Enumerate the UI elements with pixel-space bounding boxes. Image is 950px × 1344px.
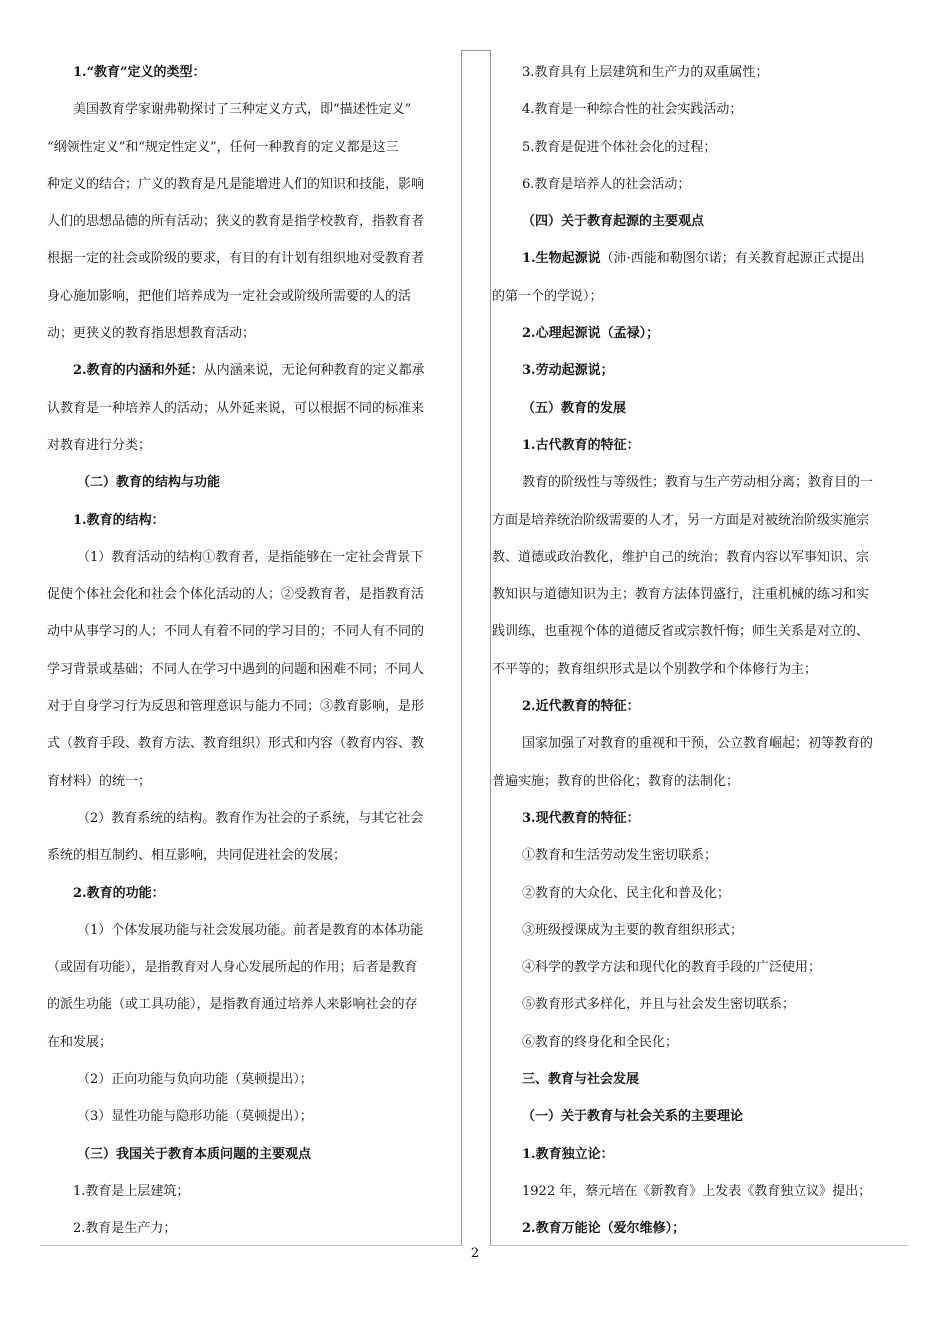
left-text-line: 系统的相互制约、相互影响，共同促进社会的发展；	[47, 848, 347, 864]
right-text-line: 2.心理起源说（孟禄）；	[522, 326, 660, 342]
left-text-line: 美国教育学家谢弗勒探讨了三种定义方式，即“描述性定义”	[73, 102, 412, 118]
top-rule	[461, 50, 491, 51]
right-column	[492, 54, 910, 1248]
right-text-line: 1922 年，蔡元培在《新教育》上发表《教育独立议》提出；	[522, 1183, 872, 1199]
right-text-line: ④科学的教学方法和现代化的教育手段的广泛使用；	[522, 960, 822, 976]
right-text-line: 普遍实施；教育的世俗化；教育的法制化；	[492, 773, 740, 789]
left-column	[47, 54, 462, 1248]
left-text-line: 在和发展；	[47, 1034, 113, 1050]
left-text-line: 根据一定的社会或阶级的要求，有目的有计划有组织地对受教育者	[47, 251, 425, 267]
page-number: 2	[470, 1246, 480, 1261]
left-text-line: 对教育进行分类；	[47, 437, 152, 453]
right-text-line: ②教育的大众化、民主化和普及化；	[522, 885, 731, 901]
right-text-line	[492, 240, 910, 277]
left-text-line: 对于自身学习行为反思和管理意识与能力不同；③教育影响，是形	[47, 699, 425, 715]
right-text-line: ⑤教育形式多样化，并且与社会发生密切联系；	[522, 997, 796, 1013]
left-text-line: （2）正向功能与负向功能（莫顿提出）；	[77, 1072, 313, 1088]
right-text-line: 2.教育万能论（爱尔维修）；	[522, 1221, 686, 1237]
right-text-line: 1.教育独立论：	[522, 1146, 614, 1162]
left-text-line: 2.教育是生产力；	[73, 1221, 177, 1237]
left-text-line	[47, 352, 462, 389]
left-text-line: （或固有功能），是指教育对人身心发展所起的作用；后者是教育	[47, 960, 418, 976]
right-text-line: （一）关于教育与社会关系的主要理论	[522, 1109, 744, 1125]
left-text-line: 认教育是一种培养人的活动；从外延来说，可以根据不同的标准来	[47, 400, 425, 416]
right-text-line: 5.教育是促进个体社会化的过程；	[522, 139, 717, 155]
right-text-line: 方面是培养统治阶级需要的人才，另一方面是对被统治阶级实施宗	[492, 512, 870, 528]
bold-lead: 1.生物起源说	[522, 251, 601, 267]
line-rest: 从内涵来说，无论何种教育的定义都承	[203, 363, 425, 379]
right-text-line: 国家加强了对教育的重视和干预，公立教育崛起；初等教育的	[522, 736, 874, 752]
left-text-line: （1）教育活动的结构①教育者，是指能够在一定社会背景下	[77, 549, 424, 565]
left-text-line: 1.教育的结构：	[73, 512, 165, 528]
right-text-line: 2.近代教育的特征：	[522, 699, 640, 715]
right-text-line: ⑥教育的终身化和全民化；	[522, 1034, 679, 1050]
right-text-line: 4.教育是一种综合性的社会实践活动；	[522, 102, 743, 118]
left-text-line: 人们的思想品德的所有活动；狭义的教育是指学校教育，指教育者	[47, 214, 425, 230]
right-text-line: 教知识与道德知识为主；教育方法体罚盛行，注重机械的练习和实	[492, 587, 870, 603]
left-text-line: （二）教育的结构与功能	[77, 475, 221, 491]
right-text-line: ①教育和生活劳动发生密切联系；	[522, 848, 718, 864]
left-text-line: 促使个体社会化和社会个体化活动的人；②受教育者，是指教育活	[47, 587, 425, 603]
left-text-line: 动；更狭义的教育指思想教育活动；	[47, 326, 256, 342]
left-text-line: 1.“教育”定义的类型：	[73, 65, 206, 80]
left-text-line: 2.教育的功能：	[73, 885, 165, 901]
line-rest: （沛·西能和勒图尔诺；有关教育起源正式提出	[600, 251, 865, 267]
right-text-line: 1.古代教育的特征：	[522, 437, 640, 453]
left-text-line: （3）显性功能与隐形功能（莫顿提出）；	[77, 1109, 313, 1125]
right-text-line: 践训练，也重视个体的道德反省或宗教忏悔；师生关系是对立的、	[492, 624, 870, 640]
right-text-line: 3.劳动起源说；	[522, 363, 614, 379]
right-text-line: 教育的阶级性与等级性；教育与生产劳动相分离；教育目的一	[522, 475, 874, 491]
right-text-line: 3.教育具有上层建筑和生产力的双重属性；	[522, 65, 769, 80]
left-text-line: “纲领性定义”和“规定性定义”，任何一种教育的定义都是这三	[47, 139, 399, 155]
right-text-line: 不平等的；教育组织形式是以个别教学和个体修行为主；	[492, 661, 818, 677]
left-text-line: 动中从事学习的人；不同人有着不同的学习目的；不同人有不同的	[47, 624, 425, 640]
left-text-line: （1）个体发展功能与社会发展功能。前者是教育的本体功能	[77, 922, 424, 938]
left-text-line: （三）我国关于教育本质问题的主要观点	[77, 1146, 312, 1162]
right-text-line: 三、教育与社会发展	[522, 1072, 640, 1088]
left-text-line: 育材料）的统一；	[47, 773, 152, 789]
left-text-line: 的派生功能（或工具功能），是指教育通过培养人来影响社会的存	[47, 997, 418, 1013]
right-text-line: ③班级授课成为主要的教育组织形式；	[522, 922, 744, 938]
right-text-line: （四）关于教育起源的主要观点	[522, 214, 705, 230]
right-text-line: 6.教育是培养人的社会活动；	[522, 176, 691, 192]
left-text-line: 1.教育是上层建筑；	[73, 1183, 190, 1199]
left-text-line: 学习背景或基础；不同人在学习中遇到的问题和困难不同；不同人	[47, 661, 425, 677]
right-text-line: （五）教育的发展	[522, 400, 627, 416]
left-text-line: 种定义的结合；广义的教育是凡是能增进人们的知识和技能，影响	[47, 176, 425, 192]
left-text-line: 式（教育手段、教育方法、教育组织）形式和内容（教育内容、教	[47, 736, 425, 752]
left-text-line: （2）教育系统的结构。教育作为社会的子系统，与其它社会	[77, 810, 424, 826]
bold-lead: 2.教育的内涵和外延：	[73, 363, 204, 379]
left-text-line: 身心施加影响，把他们培养成为一定社会或阶级所需要的人的活	[47, 288, 412, 304]
column-divider-right	[490, 50, 491, 1246]
right-text-line: 教、道德或政治教化，维护自己的统治；教育内容以军事知识、宗	[492, 549, 870, 565]
right-text-line: 的第一个的学说）；	[492, 288, 603, 304]
right-text-line: 3.现代教育的特征：	[522, 810, 640, 826]
